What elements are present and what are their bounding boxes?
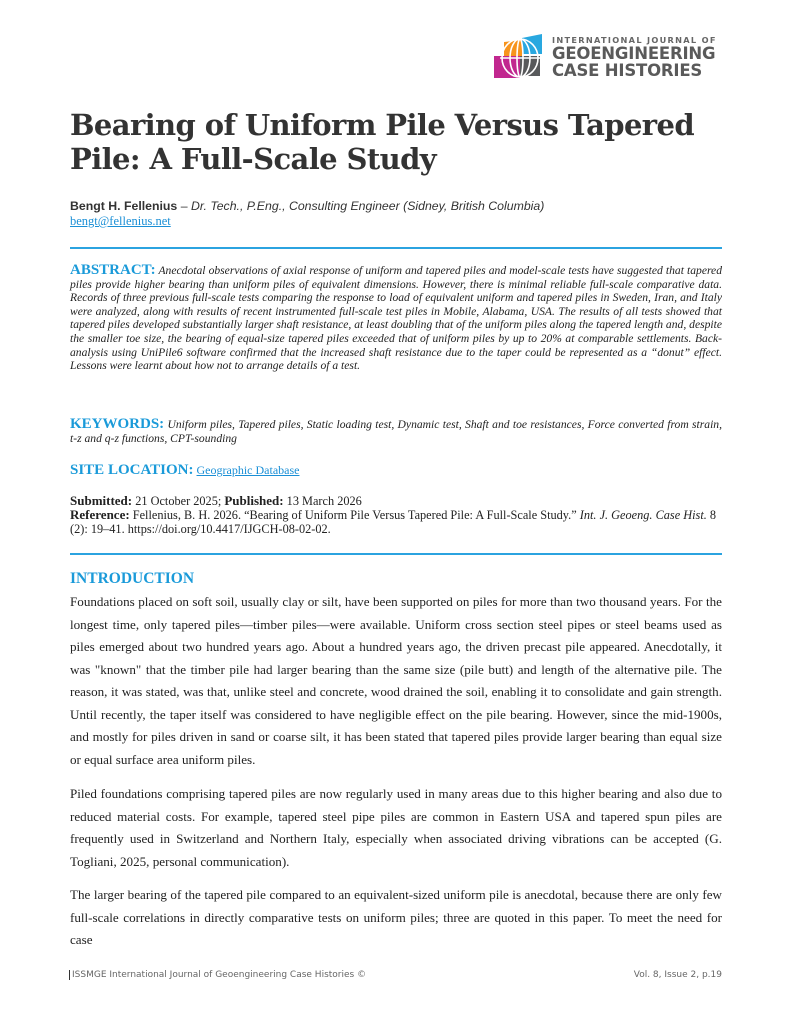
- submitted-date: 21 October 2025;: [132, 494, 225, 508]
- site-location-label: SITE LOCATION:: [70, 462, 194, 478]
- author-line: [70, 199, 730, 213]
- reference-label: Reference:: [70, 507, 130, 522]
- divider-top: [70, 247, 722, 249]
- journal-name-line1: INTERNATIONAL JOURNAL OF: [552, 35, 717, 45]
- dates-line: [70, 494, 722, 508]
- site-location: [70, 462, 722, 479]
- reference-text: Fellenius, B. H. 2026. “Bearing of Uniform Pile Versus Tapered Pile: A Full-Scale Study.”: [129, 508, 580, 522]
- submitted-label: Submitted:: [70, 493, 133, 508]
- published-date: 13 March 2026: [283, 494, 362, 508]
- author-name: Bengt H. Fellenius: [70, 199, 178, 213]
- journal-logo: [494, 32, 724, 80]
- reference-journal: Int. J. Geoeng. Case Hist.: [579, 508, 707, 522]
- footer-journal: ISSMGE International Journal of Geoengineering Case Histories ©: [69, 970, 366, 980]
- intro-paragraph-2: Piled foundations comprising tapered piles are now regularly used in many areas due to this higher bearing and also due to reduced material costs. For example, tapered steel pipe piles are common in Eastern USA and tapered spun piles are frequently used in Switzerland and Northern Italy, especially when associated driving vibrations can be accepted (G. Togliani, 2025, personal communication).: [70, 786, 722, 869]
- intro-paragraph-1: Foundations placed on soft soil, usually clay or silt, have been supported on piles for more than two thousand years. For the longest time, only tapered piles—timber piles—were available. Uniform cross section steel pipes or steel beams used as piles emerged about two hundred years ago. About a hundred years ago, the driven precast pile appeared. Anecdotally, it was "known" that the timber pile had larger bearing than the same size (pile butt) and length of the alternative pile. The reason, it was stated, was that, unlike steel and concrete, wood drained the soil, enabling it to consolidate and gain strength. Until recently, the taper itself was considered to have negligible effect on the pile bearing. However, since the mid-1900s, and mostly for piles driven in sand or coarse silt, it has been stated that tapered piles provide larger bearing than equal size or equal surface area uniform piles.: [70, 594, 722, 767]
- abstract-label: ABSTRACT:: [70, 262, 156, 278]
- author-email-link[interactable]: bengt@fellenius.net: [70, 214, 171, 228]
- intro-paragraph-3: The larger bearing of the tapered pile compared to an equivalent-sized uniform pile is anecdotal, because there are only few full-scale correlations in directly comparative tests on uniform piles; three are quoted in this paper. To meet the need for case: [70, 887, 722, 947]
- geographic-database-link[interactable]: Geographic Database: [196, 463, 300, 477]
- footer-page-info: Vol. 8, Issue 2, p.19: [633, 970, 722, 980]
- author-affiliation: Dr. Tech., P.Eng., Consulting Engineer (Sidney, British Columbia): [190, 199, 545, 213]
- reference-line: [70, 508, 722, 536]
- keywords-text: Uniform piles, Tapered piles, Static loading test, Dynamic test, Shaft and toe resistances, Force converted from strain, t-z and q-z functions, CPT-sounding: [70, 418, 722, 445]
- globe-logo-icon: [494, 32, 544, 80]
- abstract: [70, 264, 722, 373]
- reference-citation: 8 (2): 19–41. https://doi.org/10.4417/IJGCH-08-02-02.: [70, 508, 717, 536]
- publication-meta: [70, 494, 722, 536]
- journal-name: [552, 35, 717, 79]
- introduction-heading: INTRODUCTION: [70, 570, 195, 587]
- journal-name-line3: CASE HISTORIES: [552, 61, 703, 80]
- keywords-label: KEYWORDS:: [70, 416, 165, 432]
- published-label: Published:: [224, 493, 284, 508]
- journal-name-line2: GEOENGINEERING: [552, 44, 716, 63]
- author-separator: –: [177, 199, 191, 213]
- abstract-text: Anecdotal observations of axial response of uniform and tapered piles and model-scale tests have suggested that tapered piles provide higher bearing than uniform piles of equivalent dimensions. However, there is minimal reliable full-scale comparative data. Records of three previous full-scale tests comparing the response to load of equivalent uniform and tapered piles in Sweden, Iran, and Italy were analyzed, along with results of recent instrumented full-scale test piles in Mobile, Alabama, USA. The results of all tests showed that tapered piles developed substantially larger shaft resistance, at least doubling that of the uniform piles along the tapered length and, despite the smaller toe size, the bearing of equal-size tapered piles exceeded that of uniform piles by up to 20% at comparable settlements. Back-analysis using UniPile6 software confirmed that the increased shaft resistance due to the taper could be represented as a “donut” effect. Lessons were learnt about how not to arrange details of a test.: [70, 264, 722, 373]
- divider-bottom: [70, 553, 722, 555]
- keywords: [70, 418, 722, 445]
- paper-title: Bearing of Uniform Pile Versus Tapered Pile: A Full-Scale Study: [70, 108, 695, 176]
